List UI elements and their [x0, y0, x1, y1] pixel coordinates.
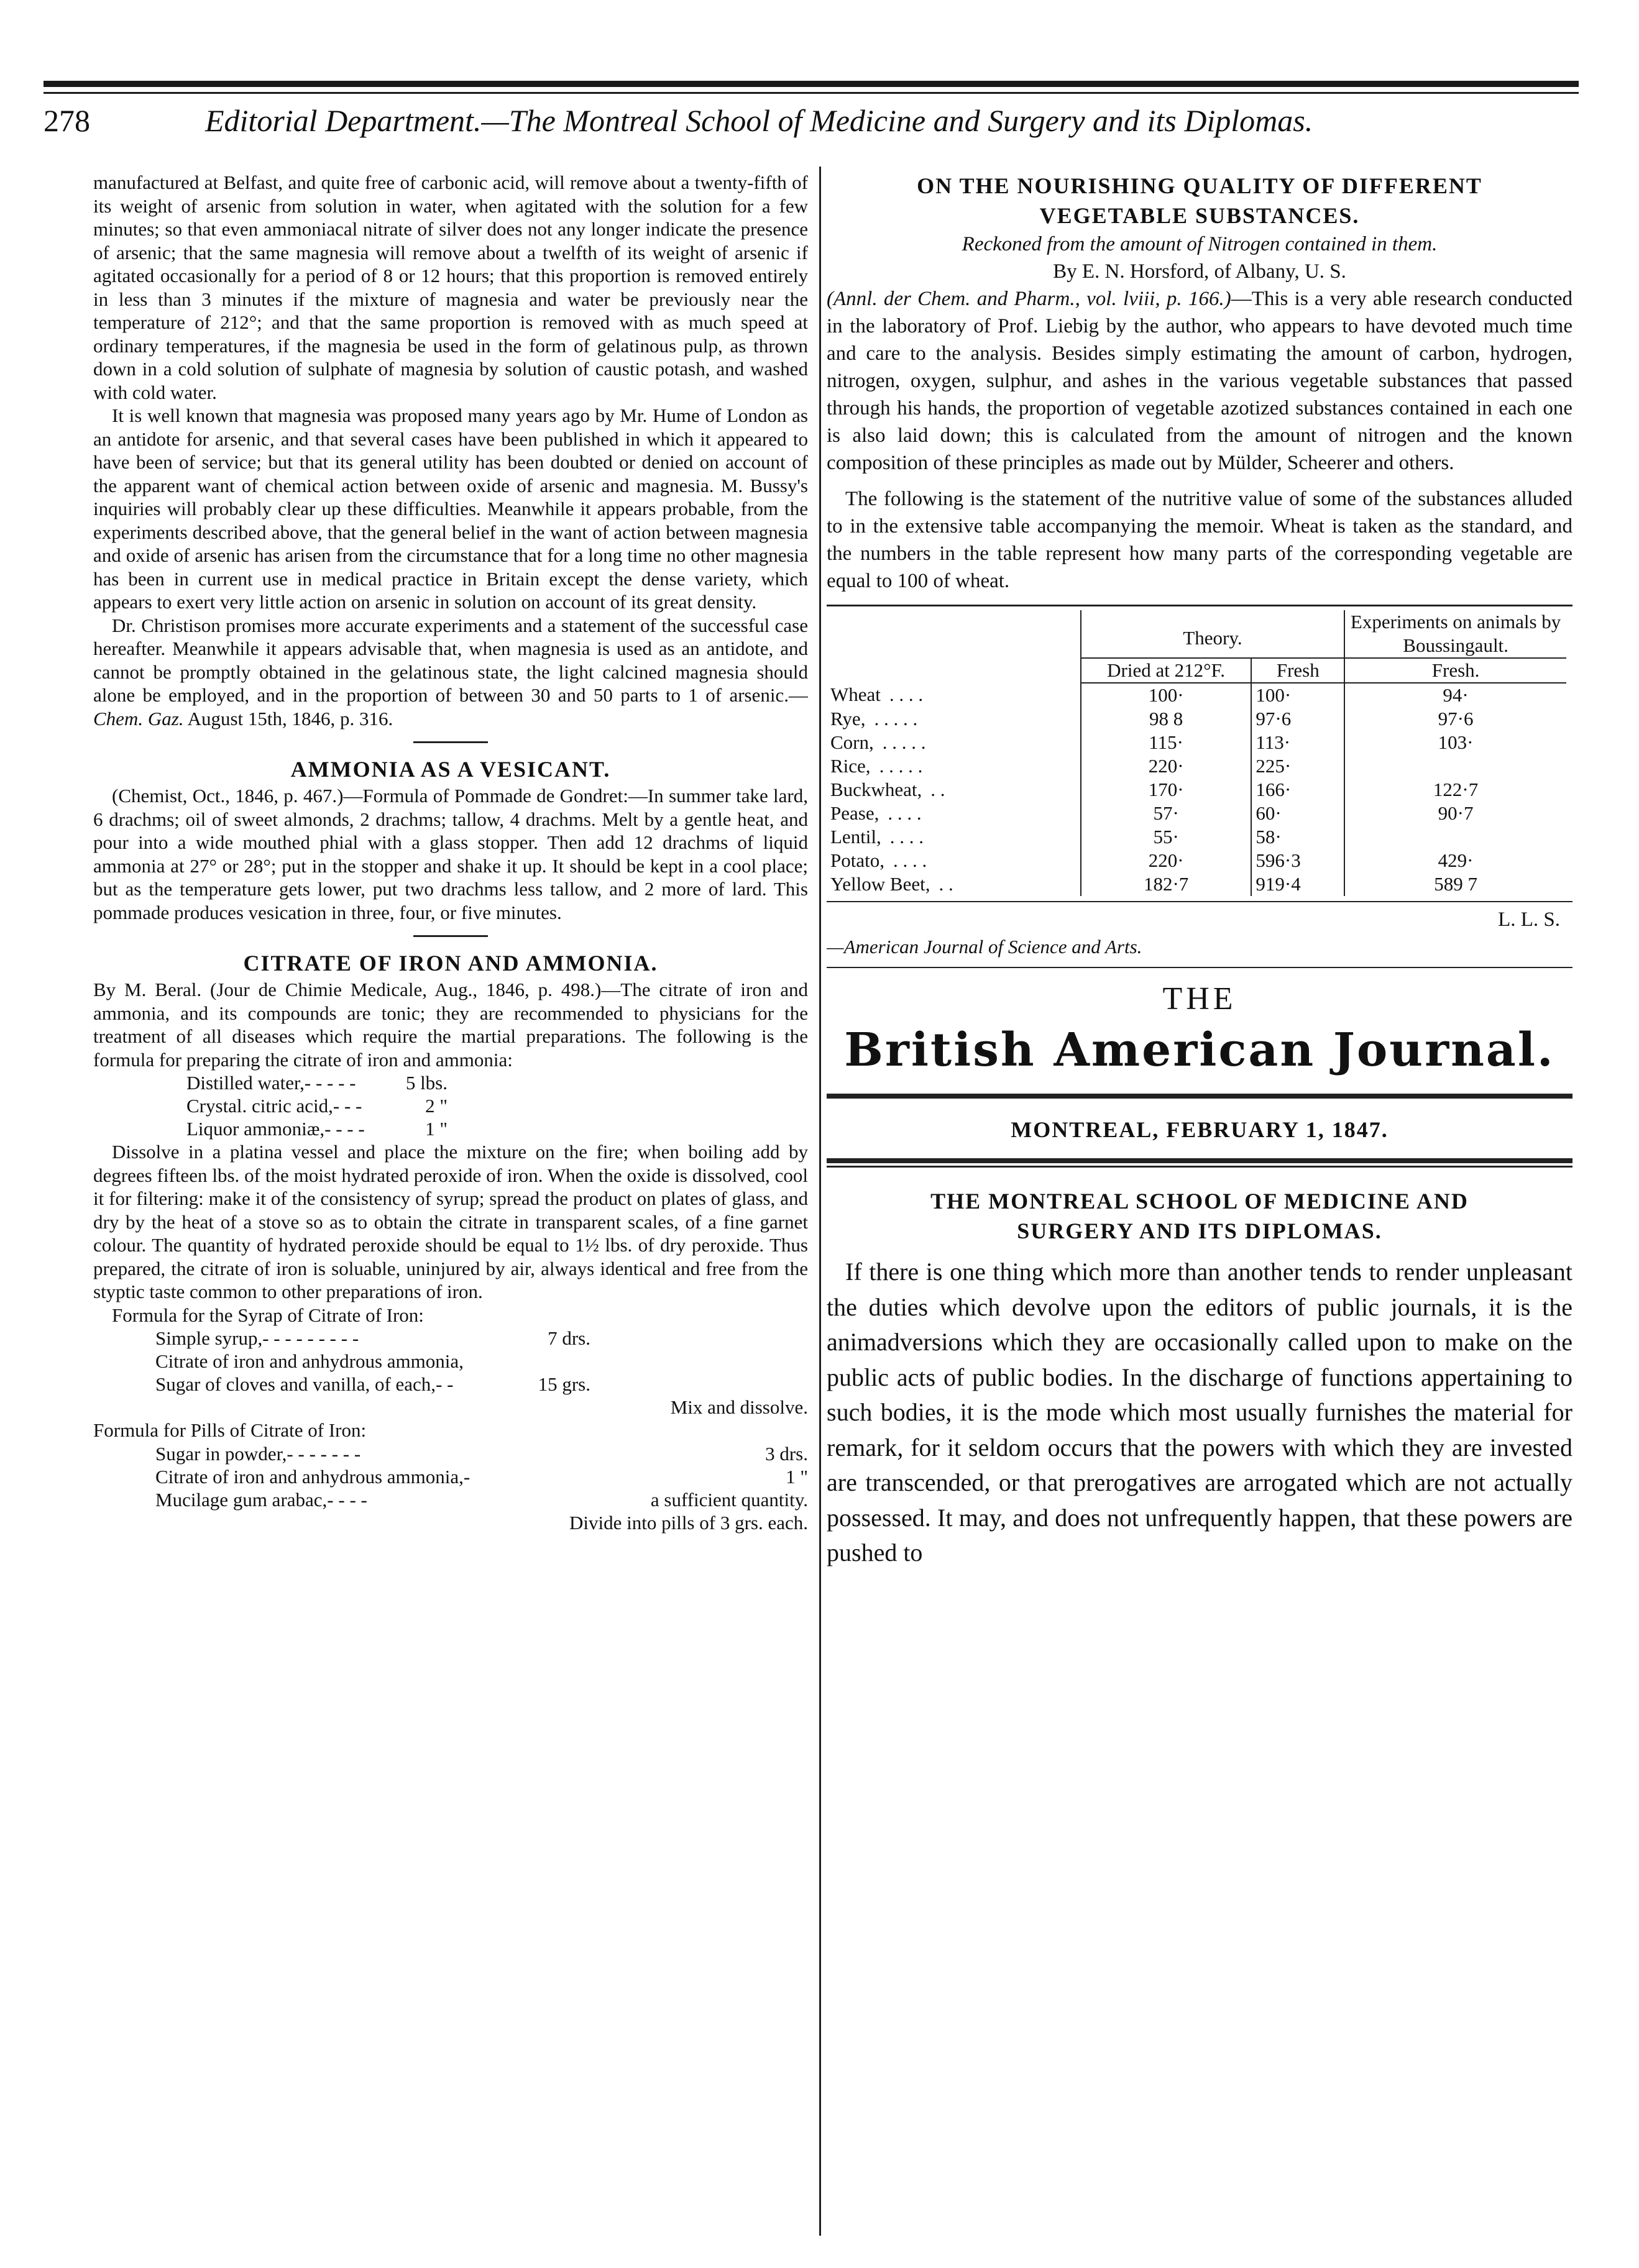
leader-dots: . . . . .: [879, 755, 923, 777]
leader-dots: -: [463, 1465, 471, 1488]
leader-dots: - - - - - - -: [287, 1442, 361, 1465]
ingredient: Distilled water,: [186, 1072, 305, 1094]
row-experiment: 589 7: [1344, 872, 1566, 896]
article-subtitle: Reckoned from the amount of Nitrogen contained in them.: [962, 233, 1438, 255]
row-dried: 220·: [1081, 754, 1252, 778]
row-fresh: 100·: [1251, 683, 1344, 707]
table-row: [827, 778, 1566, 802]
header-rule-thick: [44, 81, 1579, 87]
leader-dots: . . . . .: [874, 708, 918, 729]
ingredient: Mucilage gum arabac,: [155, 1488, 328, 1511]
row-experiment: 429·: [1344, 849, 1566, 872]
ingredient: Citrate of iron and anhydrous ammonia,: [155, 1350, 464, 1372]
article-title-line-2: VEGETABLE SUBSTANCES.: [1039, 203, 1360, 228]
ingredient: Citrate of iron and anhydrous ammonia,: [155, 1465, 464, 1488]
right-column: [827, 171, 1572, 2243]
nutrition-table: [827, 610, 1566, 896]
quantity: 7 drs.: [548, 1327, 590, 1349]
article-byline: By E. N. Horsford, of Albany, U. S.: [1053, 260, 1346, 283]
row-experiment: 97·6: [1344, 707, 1566, 731]
dateline: MONTREAL, FEBRUARY 1, 1847.: [1011, 1117, 1389, 1142]
row-fresh: 58·: [1251, 825, 1344, 849]
journal-name: British American Journal.: [844, 1023, 1555, 1077]
citrate-body: Dissolve in a platina vessel and place the mixture on the fire; when boiling add by degrees fifteen lbs. of the moist hydrated peroxide of iron. When the oxide is dissolved, cool it for filtering: make it of the consistency of syrup; spread the product on plates of glass, and dry by the heat of a stove so as to obtain the citrate in transparent scales, of a fine garnet colour. The quantity of hydrated peroxide should be equal to 1½ lbs. of dry peroxide. Thus prepared, the citrate of iron is soluable, uninjured by air, always identical and free from the styptic taste common to other preparations of iron.: [93, 1141, 808, 1302]
table-header-row: [827, 610, 1566, 658]
dateline-rule-thin: [827, 1166, 1572, 1168]
leader-dots: - - - -: [327, 1488, 367, 1511]
row-fresh: 919·4: [1251, 872, 1344, 896]
row-name: [827, 872, 1081, 896]
row-experiment: 94·: [1344, 683, 1566, 707]
mix-instruction: Mix and dissolve.: [670, 1396, 808, 1418]
row-fresh: 97·6: [1251, 707, 1344, 731]
row-label: Potato,: [830, 849, 884, 871]
table-subheader-fresh-exp: Fresh.: [1344, 658, 1566, 683]
left-paragraph-1: manufactured at Belfast, and quite free of carbonic acid, will remove about a twenty-fifth of its weight of arsenic from solution in water, when agitated with the solution for a few minutes; so that even ammoniacal nitrate of silver does not any longer indicate the presence of arsenic; that the same magnesia will remove about a twelfth of its weight of arsenic if agitated occasionally for a period of 8 or 12 hours; that this proportion is removed entirely in less than 3 minutes if the mixture of magnesia and water be previously near the temperature of 212°; and that the same proportion is removed with as much speed at ordinary temperatures, if the magnesia be used in the form of gelatinous pulp, as thrown down in a cold solution of sulphate of magnesia by solution of caustic potash, and washed with cold water.: [93, 171, 808, 403]
editorial-title-line-1: THE MONTREAL SCHOOL OF MEDICINE AND: [930, 1189, 1469, 1214]
formula-3: [93, 1442, 808, 1511]
quantity: 3 drs.: [765, 1442, 808, 1465]
journal-rule-thick: [827, 1094, 1572, 1099]
row-label: Yellow Beet,: [830, 873, 930, 895]
row-label: Wheat: [830, 684, 881, 705]
ammonia-heading: AMMONIA AS A VESICANT.: [290, 757, 611, 782]
left-paragraph-3: [93, 614, 808, 731]
leader-dots: . . . .: [889, 684, 924, 705]
leader-dots: - - -: [333, 1095, 362, 1117]
row-experiment: 90·7: [1344, 802, 1566, 825]
table-header-theory: Theory.: [1081, 610, 1344, 658]
quantity: 5 lbs.: [405, 1072, 448, 1094]
leader-dots: - - - - - - - - -: [262, 1327, 359, 1349]
syrup-formula-title: Formula for the Syrap of Citrate of Iron:: [112, 1304, 424, 1326]
formula-2-line: [155, 1373, 590, 1396]
row-name: [827, 683, 1081, 707]
table-subheader-blank: [827, 658, 1081, 683]
table-row: [827, 825, 1566, 849]
formula-3-line: [155, 1442, 808, 1465]
row-dried: 115·: [1081, 731, 1252, 754]
left-paragraph-3-source: Chem. Gaz.: [93, 707, 184, 729]
left-paragraph-2: It is well known that magnesia was proposed many years ago by Mr. Hume of London as an antidote for arsenic, and that several cases have been published in which it appeared to have been of service; but that its general utility has been doubted or denied on account of the apparent want of chemical action between oxide of arsenic and magnesia. M. Bussy's inquiries will probably clear up these difficulties. Meanwhile it appears probable, from the experiments described above, that the general belief in the want of action between magnesia and oxide of arsenic has arisen from the circumstance that for a long time no other magnesia has been in current use in medical practice in Britain except the dense variety, which appears to exert very little action on arsenic in solution on account of its great density.: [93, 405, 808, 613]
row-experiment: [1344, 754, 1566, 778]
row-fresh: 596·3: [1251, 849, 1344, 872]
row-fresh: 225·: [1251, 754, 1344, 778]
formula-1: [93, 1071, 448, 1140]
table-row: [827, 707, 1566, 731]
left-paragraph-3-text: Dr. Christison promises more accurate experiments and a statement of the successful case hereafter. Meanwhile it appears advisable that, when magnesia is used as an antidote, and cannot be promptly obtained in the gelatinous state, the light calcined magnesia should alone be employed, and in the proportion of between 30 and 50 parts to 1 of arsenic.—: [93, 614, 808, 706]
table-subheader-dried: Dried at 212°F.: [1081, 658, 1252, 683]
leader-dots: . . . .: [888, 802, 922, 824]
row-name: [827, 825, 1081, 849]
dateline-rule-thick: [827, 1158, 1572, 1163]
leader-dots: . . . .: [893, 849, 927, 871]
table-row: [827, 754, 1566, 778]
row-name: [827, 849, 1081, 872]
ingredient: Sugar in powder,: [155, 1442, 287, 1465]
row-label: Rice,: [830, 755, 871, 777]
left-column: [93, 171, 808, 2243]
formula-1-line: [186, 1094, 448, 1117]
row-name: [827, 778, 1081, 802]
row-label: Corn,: [830, 731, 874, 753]
ammonia-paragraph: (Chemist, Oct., 1846, p. 467.)—Formula of Pommade de Gondret:—In summer take lard, 6 drachms; oil of sweet almonds, 2 drachms; tallow, 4 drachms. Melt by a gentle heat, and pour into a wide mouthed phial with a glass stopper. Then add 12 drachms of liquid ammonia at 27° or 28°; put in the stopper and shake it up. It should be kept in a cool place; but as the temperature gets lower, put two drachms less tallow, and 2 more of lard. This pommade produces vesication in three, four, or five minutes.: [93, 785, 808, 923]
table-top-rule: [827, 605, 1572, 606]
row-experiment: 103·: [1344, 731, 1566, 754]
row-label: Lentil,: [830, 826, 881, 848]
row-experiment: 122·7: [1344, 778, 1566, 802]
row-dried: 100·: [1081, 683, 1252, 707]
ingredient: Crystal. citric acid,: [186, 1095, 333, 1117]
leader-dots: . . . . .: [882, 731, 926, 753]
row-dried: 220·: [1081, 849, 1252, 872]
page-number: 278: [44, 103, 90, 138]
leader-dots: . .: [939, 873, 953, 895]
pills-formula-title: Formula for Pills of Citrate of Iron:: [93, 1419, 367, 1441]
row-dried: 57·: [1081, 802, 1252, 825]
table-source: —American Journal of Science and Arts.: [827, 936, 1142, 958]
journal-top-rule: [827, 967, 1572, 968]
nutrition-paragraph-1: [827, 285, 1572, 477]
page-header: [44, 103, 1579, 146]
quantity: 2 ": [425, 1095, 448, 1117]
row-label: Pease,: [830, 802, 879, 824]
leader-dots: - -: [436, 1373, 454, 1395]
nutrition-paragraph-2: The following is the statement of the nutritive value of some of the substances alluded to in the extensive table accompanying the memoir. Wheat is taken as the standard, and the numbers in the table represent how many parts of the corresponding vegetable are equal to 100 of wheat.: [827, 488, 1572, 592]
row-experiment: [1344, 825, 1566, 849]
table-row: [827, 872, 1566, 896]
formula-3-line: [155, 1488, 808, 1511]
table-subheader-fresh: Fresh: [1251, 658, 1344, 683]
ingredient: Sugar of cloves and vanilla, of each,: [155, 1373, 436, 1395]
leader-dots: . . . .: [889, 826, 924, 848]
left-paragraph-3-date: August 15th, 1846, p. 316.: [187, 707, 393, 729]
row-fresh: 113·: [1251, 731, 1344, 754]
table-row: [827, 802, 1566, 825]
formula-2-line: [155, 1327, 590, 1350]
table-bottom-rule: [827, 901, 1572, 902]
leader-dots: . .: [930, 779, 945, 800]
row-name: [827, 802, 1081, 825]
leader-dots: [464, 1350, 590, 1373]
table-header-blank: [827, 610, 1081, 658]
row-fresh: 60·: [1251, 802, 1344, 825]
ingredient: Simple syrup,: [155, 1327, 263, 1349]
table-row: [827, 849, 1566, 872]
row-name: [827, 754, 1081, 778]
table-header-experiments: Experiments on animals by Boussingault.: [1344, 610, 1566, 658]
row-dried: 182·7: [1081, 872, 1252, 896]
citrate-heading: CITRATE OF IRON AND AMMONIA.: [243, 951, 658, 976]
quantity: a sufficient quantity.: [650, 1488, 808, 1511]
citrate-intro: By M. Beral. (Jour de Chimie Medicale, Aug., 1846, p. 498.)—The citrate of iron and ammonia, and its compounds are tonic; they are recommended to physicians for the treatment of all diseases which require the martial preparations. The following is the formula for preparing the citrate of iron and ammonia:: [93, 979, 808, 1071]
editorial-paragraph-1: If there is one thing which more than another tends to render unpleasant the duties which devolve upon the editors of public journals, it is the animadversions which they are occasionally called upon to make on the public acts of public bodies. In the discharge of functions appertaining to such bodies, it is the mode which most usually furnishes the material for remark, for it seldom occurs that the powers with which they are invested are transcended, or that prerogatives are arrogated which are not actually possessed. It may, and does not unfrequently happen, that these powers are pushed to: [827, 1258, 1572, 1566]
leader-dots: - - - - -: [304, 1072, 356, 1094]
nutrition-source: (Annl. der Chem. and Pharm., vol. lviii, p. 166.): [827, 288, 1231, 310]
formula-1-line: [186, 1117, 448, 1140]
editorial-title-line-2: SURGERY AND ITS DIPLOMAS.: [1017, 1219, 1382, 1243]
ingredient: Liquor ammoniæ,: [186, 1118, 325, 1140]
table-row: [827, 731, 1566, 754]
row-name: [827, 731, 1081, 754]
formula-2-line: [155, 1350, 590, 1373]
formula-2: [93, 1327, 590, 1396]
row-label: Buckwheat,: [830, 779, 922, 800]
journal-the: THE: [1162, 981, 1237, 1017]
running-title: Editorial Department.—The Montreal School of Medicine and Surgery and its Diplomas.: [205, 103, 1313, 138]
section-rule: [413, 935, 488, 937]
table-subheader-row: [827, 658, 1566, 683]
quantity: 1 ": [425, 1118, 448, 1140]
divide-instruction: Divide into pills of 3 grs. each.: [569, 1511, 808, 1534]
row-dried: 98 8: [1081, 707, 1252, 731]
table-row: [827, 683, 1566, 707]
row-dried: 170·: [1081, 778, 1252, 802]
header-rule-thin: [44, 92, 1579, 94]
row-label: Rye,: [830, 708, 866, 729]
article-title-line-1: ON THE NOURISHING QUALITY OF DIFFERENT: [917, 173, 1482, 198]
quantity: 15 grs.: [538, 1373, 590, 1395]
formula-3-line: [155, 1465, 808, 1488]
row-name: [827, 707, 1081, 731]
column-divider: [819, 167, 821, 2236]
table-body: [827, 683, 1566, 896]
row-dried: 55·: [1081, 825, 1252, 849]
nutrition-paragraph-1-text: —This is a very able research conducted in the laboratory of Prof. Liebig by the author, who appears to have devoted much time and care to the analysis. Besides simply estimating the amount of carbon, hydrogen, nitrogen, oxygen, sulphur, and ashes in the various vegetable substances that passed through his hands, the proportion of vegetable azotized substances contained in each one is also laid down; this is calculated from the amount of nitrogen and the known composition of these principles as made out by Mülder, Scheerer and others.: [827, 288, 1572, 474]
initials: L. L. S.: [1498, 908, 1560, 931]
formula-1-line: [186, 1071, 448, 1094]
quantity: 1 ": [786, 1465, 808, 1488]
section-rule: [413, 741, 488, 743]
row-fresh: 166·: [1251, 778, 1344, 802]
leader-dots: - - - -: [324, 1118, 365, 1140]
